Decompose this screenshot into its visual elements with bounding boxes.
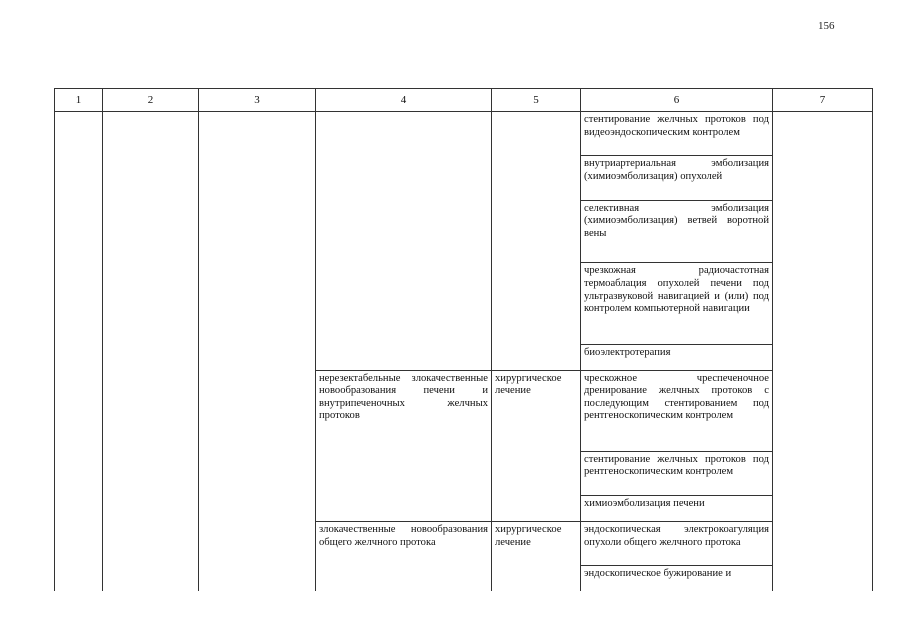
method-cell: эндоскопическое бужирование и <box>581 566 773 591</box>
method-cell: селективная эмболизация (химиоэмболизация) ветвей воротной вены <box>581 200 773 263</box>
col-header-5: 5 <box>492 89 581 112</box>
method-cell: внутриартериальная эмболизация (химиоэмболизация) опухолей <box>581 156 773 200</box>
col2-cell <box>103 112 199 592</box>
col-header-6: 6 <box>581 89 773 112</box>
table-row <box>55 112 873 156</box>
col7-cell <box>773 112 873 592</box>
method-cell: стентирование желчных протоков под рентгеноскопическим контролем <box>581 451 773 495</box>
treatment-type-cell: хирургическое лечение <box>492 522 581 592</box>
treatment-type-cell: хирургическое лечение <box>492 370 581 521</box>
col5-cell <box>492 112 581 371</box>
col1-cell <box>55 112 103 592</box>
col-header-7: 7 <box>773 89 873 112</box>
method-cell: стентирование желчных протоков под видеоэндоскопическим контролем <box>581 112 773 156</box>
method-cell: эндоскопическая электрокоагуляция опухоли общего желчного протока <box>581 522 773 566</box>
method-cell: химиоэмболизация печени <box>581 496 773 522</box>
header-row <box>55 89 873 112</box>
col3-cell <box>199 112 316 592</box>
col4-cell <box>316 112 492 371</box>
col-header-2: 2 <box>103 89 199 112</box>
diagnosis-cell: нерезектабельные злокачественные новообразования печени и внутрипеченочных желчных протоков <box>316 370 492 521</box>
page-number: 156 <box>818 20 835 32</box>
diagnosis-cell: злокачественные новообразования общего желчного протока <box>316 522 492 592</box>
method-cell: чрескожное чреспеченочное дренирование желчных протоков с последующим стентированием под рентгеноскопическим контролем <box>581 370 773 451</box>
method-cell: биоэлектротерапия <box>581 344 773 370</box>
col-header-3: 3 <box>199 89 316 112</box>
col-header-4: 4 <box>316 89 492 112</box>
method-cell: чрезкожная радиочастотная термоаблация опухолей печени под ультразвуковой навигацией и (или) под контролем компьютерной навигации <box>581 263 773 344</box>
col-header-1: 1 <box>55 89 103 112</box>
document-table <box>54 88 873 591</box>
